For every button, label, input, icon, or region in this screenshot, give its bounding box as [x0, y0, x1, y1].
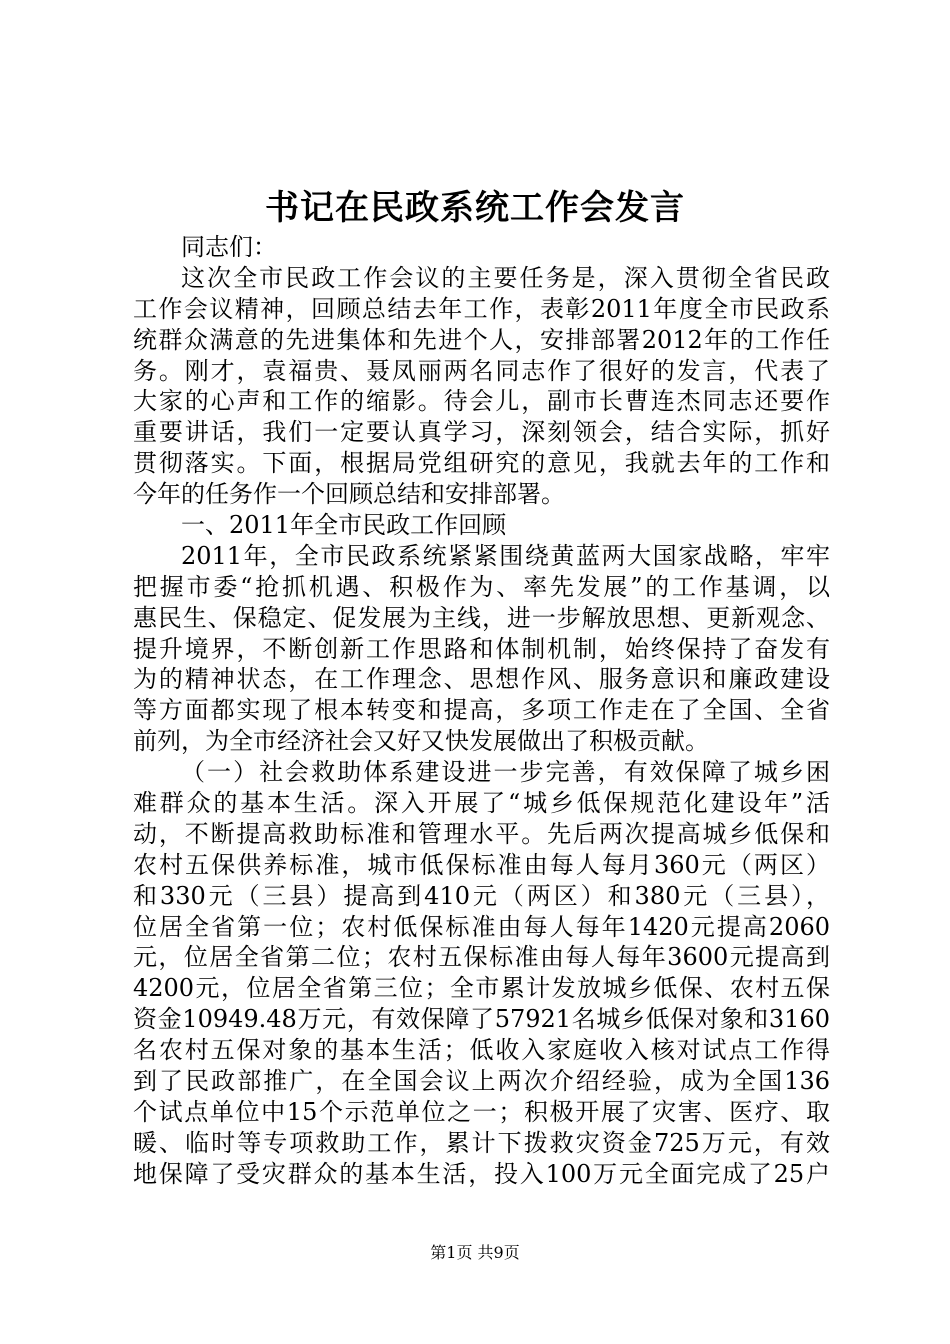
body-line: 等方面都实现了根本转变和提高，多项工作走在了全国、全省	[133, 696, 830, 725]
body-line: 这次全市民政工作会议的主要任务是，深入贯彻全省民政	[181, 263, 830, 292]
salutation-line: 同志们：	[181, 233, 277, 261]
body-line: 贯彻落实。下面，根据局党组研究的意见，我就去年的工作和	[133, 449, 830, 478]
body-line: 资金10949.48万元，有效保障了57921名城乡低保对象和3160	[133, 1005, 830, 1034]
body-line: 难群众的基本生活。深入开展了“城乡低保规范化建设年”活	[133, 789, 830, 818]
body-line: 务。刚才，袁福贵、聂凤丽两名同志作了很好的发言，代表了	[133, 356, 830, 385]
body-line: 前列，为全市经济社会又好又快发展做出了积极贡献。	[133, 727, 709, 756]
body-line: 今年的任务作一个回顾总结和安排部署。	[133, 480, 565, 509]
body-line: 农村五保供养标准，城市低保标准由每人每月360元（两区）	[133, 850, 830, 879]
section-heading: 一、2011年全市民政工作回顾	[181, 511, 507, 540]
body-line: 工作会议精神，回顾总结去年工作，表彰2011年度全市民政系	[133, 294, 830, 323]
body-line: 位居全省第一位；农村低保标准由每人每年1420元提高2060	[133, 912, 830, 941]
body-line: 地保障了受灾群众的基本生活，投入100万元全面完成了25户	[133, 1159, 830, 1188]
document-title: 书记在民政系统工作会发言	[265, 188, 685, 228]
document-body	[133, 232, 830, 1190]
body-line: 大家的心声和工作的缩影。待会儿，副市长曹连杰同志还要作	[133, 387, 830, 416]
body-line: 提升境界，不断创新工作思路和体制机制，始终保持了奋发有	[133, 634, 830, 663]
body-line: 动，不断提高救助标准和管理水平。先后两次提高城乡低保和	[133, 819, 830, 848]
body-line: 4200元，位居全省第三位；全市累计发放城乡低保、农村五保	[133, 974, 830, 1003]
body-line: 到了民政部推广，在全国会议上两次介绍经验，成为全国136	[133, 1067, 830, 1096]
body-line: 暖、临时等专项救助工作，累计下拨救灾资金725万元，有效	[133, 1128, 830, 1157]
body-line: 名农村五保对象的基本生活；低收入家庭收入核对试点工作得	[133, 1036, 830, 1065]
body-line: 把握市委“抢抓机遇、积极作为、率先发展”的工作基调，以	[133, 572, 830, 601]
subsection-line: （一）社会救助体系建设进一步完善，有效保障了城乡困	[181, 758, 830, 787]
body-line: 个试点单位中15个示范单位之一；积极开展了灾害、医疗、取	[133, 1097, 830, 1126]
body-line: 和330元（三县）提高到410元（两区）和380元（三县），	[133, 881, 830, 910]
body-line: 统群众满意的先进集体和先进个人，安排部署2012年的工作任	[133, 325, 830, 354]
body-line: 元，位居全省第二位；农村五保标准由每人每年3600元提高到	[133, 943, 830, 972]
body-line: 2011年，全市民政系统紧紧围绕黄蓝两大国家战略，牢牢	[181, 541, 830, 570]
body-line: 惠民生、保稳定、促发展为主线，进一步解放思想、更新观念、	[133, 603, 830, 632]
page-number-footer: 第1页 共9页	[430, 1243, 520, 1262]
body-line: 为的精神状态，在工作理念、思想作风、服务意识和廉政建设	[133, 665, 830, 694]
body-line: 重要讲话，我们一定要认真学习，深刻领会，结合实际，抓好	[133, 418, 830, 447]
